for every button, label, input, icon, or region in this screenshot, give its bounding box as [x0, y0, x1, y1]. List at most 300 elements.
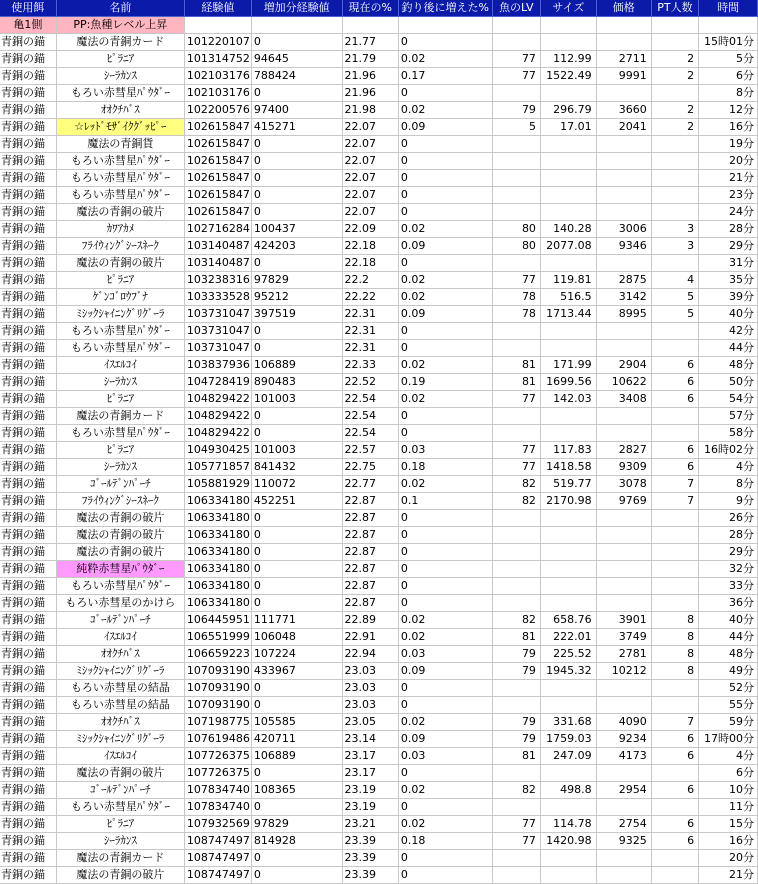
cell-size: 296.79	[540, 102, 596, 119]
table-row	[0, 595, 758, 612]
table-row	[0, 816, 758, 833]
table-row	[0, 391, 758, 408]
cell-pt: 2	[651, 51, 698, 68]
cell-time: 24分	[699, 204, 758, 221]
cell-pct: 22.87	[342, 595, 398, 612]
cell-pct: 23.21	[342, 816, 398, 833]
header-pt: PT人数	[651, 0, 698, 17]
cell-lv	[492, 850, 540, 867]
cell-price	[596, 799, 651, 816]
cell-gain: 0	[251, 867, 342, 884]
cell-name: ｲｽｴﾙｺｲ	[56, 748, 184, 765]
cell-pct: 21.98	[342, 102, 398, 119]
cell-exp: 103140487	[184, 238, 251, 255]
cell-name: もろい赤彗星ﾊﾟｳﾀﾞｰ	[56, 323, 184, 340]
cell-pt	[651, 425, 698, 442]
cell-pct: 22.54	[342, 425, 398, 442]
cell-exp: 101314752	[184, 51, 251, 68]
cell-pct: 21.77	[342, 34, 398, 51]
cell-lv: 77	[492, 68, 540, 85]
cell-name: もろい赤彗星ﾊﾟｳﾀﾞｰ	[56, 799, 184, 816]
cell-diff: 0.02	[398, 289, 492, 306]
cell-lv	[492, 187, 540, 204]
cell-pct: 22.31	[342, 306, 398, 323]
cell-gain: 0	[251, 340, 342, 357]
cell-diff: 0	[398, 850, 492, 867]
cell-time: 10分	[699, 782, 758, 799]
table-row	[0, 493, 758, 510]
cell-price: 3142	[596, 289, 651, 306]
cell-lv	[492, 765, 540, 782]
cell-name: もろい赤彗星ﾊﾟｳﾀﾞｰ	[56, 170, 184, 187]
cell-bait: 青銅の錨	[0, 425, 56, 442]
cell-pct: 22.33	[342, 357, 398, 374]
cell-bait: 青銅の錨	[0, 476, 56, 493]
cell-gain: 100437	[251, 221, 342, 238]
cell-time: 36分	[699, 595, 758, 612]
header-name: 名前	[56, 0, 184, 17]
cell-lv	[492, 85, 540, 102]
cell-pt: 2	[651, 119, 698, 136]
cell-name: 魔法の青銅の破片	[56, 765, 184, 782]
cell-pt: 6	[651, 374, 698, 391]
cell-pct: 23.03	[342, 680, 398, 697]
table-row	[0, 629, 758, 646]
cell-diff: 0.09	[398, 238, 492, 255]
cell-exp: 107619486	[184, 731, 251, 748]
cell-size: 117.83	[540, 442, 596, 459]
cell-pct: 22.07	[342, 119, 398, 136]
cell-time: 54分	[699, 391, 758, 408]
cell-pct: 23.14	[342, 731, 398, 748]
cell-pct: 22.87	[342, 510, 398, 527]
cell-gain: 0	[251, 578, 342, 595]
cell-lv	[492, 170, 540, 187]
cell-lv	[492, 510, 540, 527]
cell-bait: 青銅の錨	[0, 136, 56, 153]
cell-diff: 0.18	[398, 459, 492, 476]
cell-price: 4090	[596, 714, 651, 731]
header-lv: 魚のLV	[492, 0, 540, 17]
table-row	[0, 340, 758, 357]
cell-diff: 0	[398, 170, 492, 187]
cell-pct: 22.87	[342, 561, 398, 578]
cell-diff: 0.03	[398, 748, 492, 765]
cell-time: 8分	[699, 476, 758, 493]
cell-size	[540, 697, 596, 714]
cell-gain: 0	[251, 255, 342, 272]
cell-name: 魔法の青銅の破片	[56, 527, 184, 544]
cell-diff: 0.19	[398, 374, 492, 391]
cell-exp: 104930425	[184, 442, 251, 459]
cell-time: 49分	[699, 663, 758, 680]
cell-diff: 0	[398, 85, 492, 102]
cell-bait: 青銅の錨	[0, 612, 56, 629]
cell-gain: 0	[251, 204, 342, 221]
table-row	[0, 731, 758, 748]
cell-gain: 890483	[251, 374, 342, 391]
cell-pt: 8	[651, 612, 698, 629]
cell-name: もろい赤彗星ﾊﾟｳﾀﾞｰ	[56, 85, 184, 102]
cell-bait: 青銅の錨	[0, 714, 56, 731]
cell-pt: 6	[651, 748, 698, 765]
cell-diff: 0	[398, 34, 492, 51]
cell-lv	[492, 799, 540, 816]
cell-bait: 青銅の錨	[0, 510, 56, 527]
cell-pt	[651, 680, 698, 697]
cell-bait: 青銅の錨	[0, 323, 56, 340]
cell-price: 9346	[596, 238, 651, 255]
cell-lv: 77	[492, 391, 540, 408]
cell-time: 21分	[699, 867, 758, 884]
cell-name: もろい赤彗星ﾊﾟｳﾀﾞｰ	[56, 153, 184, 170]
cell-pct: 22.52	[342, 374, 398, 391]
cell-bait: 青銅の錨	[0, 170, 56, 187]
cell-bait: 青銅の錨	[0, 748, 56, 765]
cell-lv	[492, 136, 540, 153]
cell-time: 48分	[699, 357, 758, 374]
cell-gain: 106048	[251, 629, 342, 646]
cell-bait: 青銅の錨	[0, 697, 56, 714]
header-time: 時間	[699, 0, 758, 17]
cell-gain: 97829	[251, 272, 342, 289]
cell-price: 3901	[596, 612, 651, 629]
cell-name: ﾐｼｯｸｼｬｲﾆﾝｸﾞﾘｸﾞｰﾗ	[56, 731, 184, 748]
cell-exp: 103333528	[184, 289, 251, 306]
cell-pct: 22.87	[342, 493, 398, 510]
cell-bait: 青銅の錨	[0, 68, 56, 85]
cell-gain: 0	[251, 136, 342, 153]
cell-diff: 0.02	[398, 612, 492, 629]
cell-size: 2170.98	[540, 493, 596, 510]
cell-price	[596, 697, 651, 714]
cell-pt: 2	[651, 102, 698, 119]
cell-size: 247.09	[540, 748, 596, 765]
cell-diff: 0.09	[398, 663, 492, 680]
cell-gain: 0	[251, 153, 342, 170]
cell-gain: 788424	[251, 68, 342, 85]
cell-gain: 0	[251, 765, 342, 782]
cell-lv: 82	[492, 476, 540, 493]
cell-time: 21分	[699, 170, 758, 187]
cell-price	[596, 680, 651, 697]
cell-name: ｼｰﾗｶﾝｽ	[56, 459, 184, 476]
cell-lv: 79	[492, 646, 540, 663]
cell-lv: 78	[492, 306, 540, 323]
cell-price: 9234	[596, 731, 651, 748]
cell-diff: 0	[398, 425, 492, 442]
cell-gain: 0	[251, 425, 342, 442]
cell-lv: 81	[492, 629, 540, 646]
cell-size	[540, 595, 596, 612]
cell-price: 3749	[596, 629, 651, 646]
cell-diff: 0.02	[398, 51, 492, 68]
cell-gain: 397519	[251, 306, 342, 323]
cell-size	[540, 867, 596, 884]
cell-pt: 6	[651, 816, 698, 833]
cell-price	[596, 595, 651, 612]
cell-bait: 青銅の錨	[0, 833, 56, 850]
cell-pt: 5	[651, 306, 698, 323]
cell-pt	[651, 799, 698, 816]
cell-diff: 0	[398, 510, 492, 527]
table-row	[0, 68, 758, 85]
cell-exp: 106334180	[184, 578, 251, 595]
table-row	[0, 782, 758, 799]
cell-exp: 103731047	[184, 306, 251, 323]
cell-pt	[651, 85, 698, 102]
cell-lv	[492, 204, 540, 221]
cell-gain: 94645	[251, 51, 342, 68]
cell-lv: 79	[492, 731, 540, 748]
cell-name: 魔法の青銅カード	[56, 850, 184, 867]
cell-exp: 106334180	[184, 595, 251, 612]
cell-pt	[651, 595, 698, 612]
cell-bait: 青銅の錨	[0, 221, 56, 238]
cell-lv	[492, 561, 540, 578]
cell-price: 2041	[596, 119, 651, 136]
cell-price	[596, 561, 651, 578]
cell-name: ☆ﾚｯﾄﾞﾓｻﾞｲｸｸﾞｯﾋﾟｰ	[56, 119, 184, 136]
cell-exp: 102615847	[184, 119, 251, 136]
table-row	[0, 425, 758, 442]
table-row	[0, 459, 758, 476]
cell-lv	[492, 544, 540, 561]
cell-name: 魔法の青銅の破片	[56, 255, 184, 272]
cell-pct: 22.31	[342, 323, 398, 340]
cell-gain: 415271	[251, 119, 342, 136]
cell-pct: 22.07	[342, 187, 398, 204]
table-row	[0, 323, 758, 340]
cell-time: 4分	[699, 459, 758, 476]
cell-bait: 青銅の錨	[0, 867, 56, 884]
cell-bait: 青銅の錨	[0, 816, 56, 833]
table-row	[0, 765, 758, 782]
cell-bait: 青銅の錨	[0, 680, 56, 697]
cell-gain: 0	[251, 85, 342, 102]
cell-pt: 6	[651, 357, 698, 374]
cell-diff: 0.02	[398, 391, 492, 408]
cell-name: もろい赤彗星ﾊﾟｳﾀﾞｰ	[56, 425, 184, 442]
cell-lv: 81	[492, 374, 540, 391]
subheader-side: 亀1側	[0, 17, 56, 34]
cell-pt: 3	[651, 221, 698, 238]
cell-lv	[492, 425, 540, 442]
table-row	[0, 272, 758, 289]
cell-pt: 6	[651, 731, 698, 748]
cell-pct: 23.39	[342, 833, 398, 850]
cell-name: ﾐｼｯｸｼｬｲﾆﾝｸﾞﾘｸﾞｰﾗ	[56, 306, 184, 323]
table-row	[0, 204, 758, 221]
cell-price	[596, 578, 651, 595]
cell-gain: 111771	[251, 612, 342, 629]
cell-pt	[651, 323, 698, 340]
cell-pt: 8	[651, 646, 698, 663]
cell-diff: 0	[398, 204, 492, 221]
cell-name: ｹﾞﾝｺﾞﾛｳﾌﾞﾅ	[56, 289, 184, 306]
cell-name: 魔法の青銅の破片	[56, 510, 184, 527]
table-row	[0, 697, 758, 714]
cell-diff: 0.03	[398, 442, 492, 459]
cell-lv: 82	[492, 493, 540, 510]
cell-bait: 青銅の錨	[0, 102, 56, 119]
cell-price	[596, 255, 651, 272]
cell-bait: 青銅の錨	[0, 357, 56, 374]
cell-bait: 青銅の錨	[0, 408, 56, 425]
table-row	[0, 714, 758, 731]
cell-size: 1522.49	[540, 68, 596, 85]
cell-size	[540, 187, 596, 204]
cell-time: 16分	[699, 833, 758, 850]
table-row	[0, 221, 758, 238]
cell-pct: 22.75	[342, 459, 398, 476]
cell-exp: 103140487	[184, 255, 251, 272]
table-row	[0, 102, 758, 119]
cell-time: 50分	[699, 374, 758, 391]
cell-size	[540, 204, 596, 221]
cell-exp: 103837936	[184, 357, 251, 374]
table-row	[0, 306, 758, 323]
table-body	[0, 34, 758, 884]
cell-lv: 77	[492, 459, 540, 476]
cell-gain: 110072	[251, 476, 342, 493]
cell-lv	[492, 255, 540, 272]
cell-bait: 青銅の錨	[0, 527, 56, 544]
cell-name: ｺﾞｰﾙﾃﾞﾝﾊﾟｰﾁ	[56, 476, 184, 493]
cell-pt: 7	[651, 476, 698, 493]
cell-pct: 22.09	[342, 221, 398, 238]
cell-diff: 0	[398, 323, 492, 340]
cell-exp: 106334180	[184, 527, 251, 544]
cell-size	[540, 799, 596, 816]
cell-exp: 107834740	[184, 782, 251, 799]
cell-diff: 0	[398, 136, 492, 153]
cell-gain: 452251	[251, 493, 342, 510]
table-row	[0, 51, 758, 68]
cell-bait: 青銅の錨	[0, 391, 56, 408]
cell-exp: 107198775	[184, 714, 251, 731]
cell-price: 3078	[596, 476, 651, 493]
cell-pt: 6	[651, 782, 698, 799]
cell-diff: 0	[398, 697, 492, 714]
cell-lv: 77	[492, 51, 540, 68]
cell-name: ｼｰﾗｶﾝｽ	[56, 833, 184, 850]
cell-price	[596, 187, 651, 204]
cell-gain: 108365	[251, 782, 342, 799]
cell-time: 40分	[699, 306, 758, 323]
cell-size	[540, 510, 596, 527]
cell-time: 23分	[699, 187, 758, 204]
cell-exp: 106334180	[184, 561, 251, 578]
cell-diff: 0.02	[398, 221, 492, 238]
cell-gain: 106889	[251, 357, 342, 374]
cell-pt	[651, 340, 698, 357]
cell-gain: 0	[251, 187, 342, 204]
cell-diff: 0	[398, 153, 492, 170]
cell-size	[540, 425, 596, 442]
cell-lv: 77	[492, 833, 540, 850]
cell-lv: 82	[492, 782, 540, 799]
cell-name: ﾋﾟﾗﾆｱ	[56, 272, 184, 289]
cell-pct: 22.89	[342, 612, 398, 629]
cell-bait: 青銅の錨	[0, 289, 56, 306]
cell-price: 2954	[596, 782, 651, 799]
cell-pct: 22.22	[342, 289, 398, 306]
cell-bait: 青銅の錨	[0, 595, 56, 612]
table-row	[0, 578, 758, 595]
cell-size	[540, 765, 596, 782]
cell-time: 26分	[699, 510, 758, 527]
cell-time: 31分	[699, 255, 758, 272]
cell-exp: 104728419	[184, 374, 251, 391]
cell-name: ｺﾞｰﾙﾃﾞﾝﾊﾟｰﾁ	[56, 782, 184, 799]
cell-exp: 106551999	[184, 629, 251, 646]
cell-time: 15分	[699, 816, 758, 833]
cell-lv: 79	[492, 102, 540, 119]
cell-diff: 0.1	[398, 493, 492, 510]
cell-pct: 22.07	[342, 204, 398, 221]
table-row	[0, 187, 758, 204]
cell-lv	[492, 408, 540, 425]
cell-exp: 108747497	[184, 833, 251, 850]
cell-price	[596, 544, 651, 561]
cell-exp: 106659223	[184, 646, 251, 663]
cell-diff: 0.02	[398, 102, 492, 119]
cell-price: 9769	[596, 493, 651, 510]
cell-diff: 0.03	[398, 646, 492, 663]
cell-pt: 6	[651, 459, 698, 476]
cell-size	[540, 255, 596, 272]
cell-time: 6分	[699, 68, 758, 85]
cell-pt	[651, 561, 698, 578]
cell-size: 222.01	[540, 629, 596, 646]
cell-size: 17.01	[540, 119, 596, 136]
cell-pt	[651, 867, 698, 884]
cell-pt: 2	[651, 68, 698, 85]
cell-exp: 106445951	[184, 612, 251, 629]
cell-name: 魔法の青銅貨	[56, 136, 184, 153]
cell-gain: 107224	[251, 646, 342, 663]
cell-time: 32分	[699, 561, 758, 578]
cell-bait: 青銅の錨	[0, 238, 56, 255]
cell-size: 658.76	[540, 612, 596, 629]
cell-size	[540, 340, 596, 357]
cell-pt	[651, 34, 698, 51]
cell-pct: 23.39	[342, 867, 398, 884]
table-row	[0, 663, 758, 680]
cell-diff: 0	[398, 527, 492, 544]
cell-exp: 102615847	[184, 170, 251, 187]
cell-price	[596, 323, 651, 340]
cell-price: 10622	[596, 374, 651, 391]
cell-name: 純粋赤彗星ﾊﾟｳﾀﾞｰ	[56, 561, 184, 578]
cell-diff: 0.09	[398, 119, 492, 136]
cell-bait: 青銅の錨	[0, 374, 56, 391]
cell-pct: 21.96	[342, 85, 398, 102]
cell-price	[596, 850, 651, 867]
cell-price: 2781	[596, 646, 651, 663]
cell-name: ﾋﾟﾗﾆｱ	[56, 51, 184, 68]
cell-size: 114.78	[540, 816, 596, 833]
header-pct: 現在の%	[342, 0, 398, 17]
cell-lv: 5	[492, 119, 540, 136]
cell-time: 15時01分	[699, 34, 758, 51]
cell-lv	[492, 680, 540, 697]
cell-pt	[651, 153, 698, 170]
cell-exp: 103731047	[184, 340, 251, 357]
cell-bait: 青銅の錨	[0, 544, 56, 561]
table-row	[0, 646, 758, 663]
